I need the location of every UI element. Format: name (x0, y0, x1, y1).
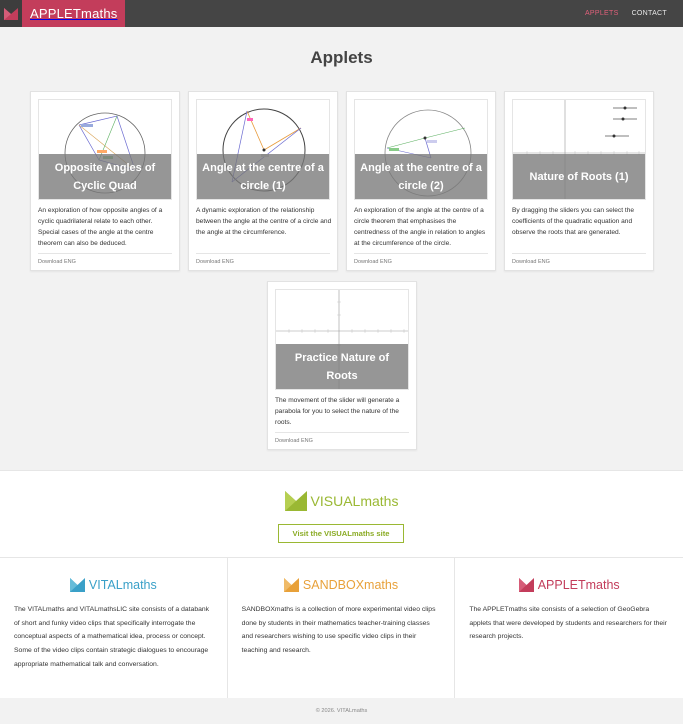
appletmaths-logo-icon (519, 578, 534, 592)
visualmaths-name: VISUALmaths (310, 493, 399, 509)
brand-name: APPLETmaths (22, 0, 125, 27)
visit-visualmaths-button[interactable]: Visit the VISUALmaths site (278, 524, 404, 543)
applet-thumbnail[interactable] (38, 99, 172, 200)
applet-card[interactable] (346, 91, 496, 271)
sandboxmaths-name: SANDBOXmaths (302, 578, 399, 592)
footer-columns (0, 558, 683, 698)
appletmaths-logo (455, 578, 683, 592)
applet-card[interactable] (188, 91, 338, 271)
applet-logo-icon (0, 0, 22, 27)
footer-col-appletmaths (455, 558, 683, 698)
applet-card[interactable] (267, 281, 417, 450)
applet-thumbnail[interactable] (275, 289, 409, 390)
page-title: Applets (310, 48, 373, 67)
sandboxmaths-logo-icon (284, 578, 299, 592)
nav-applets[interactable]: APPLETS (584, 10, 619, 17)
card-description: An exploration of the angle at the centre of a circle theorem that emphasises the centredness of the angle in relation to angles at the circumference of the circle. (354, 207, 486, 247)
applet-thumbnail[interactable] (512, 99, 646, 200)
main-nav (585, 0, 667, 27)
applet-card[interactable] (504, 91, 654, 271)
card-title: Opposite Angles of Cyclic Quad (39, 154, 171, 199)
vitalmaths-text: The VITALmaths and VITALmathsLIC site consists of a databank of short and funky video clips that specifically interrogate the conceptual aspects of a mathematical idea, process or concept. Some of the video clips contain strategic dialogues to encourage appropriate mathematical talk and conversation. (14, 606, 210, 668)
card-divider (354, 253, 488, 254)
card-description: An exploration of how opposite angles of a cyclic quadrilateral relate to each other. Special cases of the angle at the centre theorem can also be deduced. (38, 207, 163, 247)
card-divider (38, 253, 172, 254)
sandboxmaths-logo (228, 578, 455, 592)
appletmaths-name: APPLETmaths (537, 578, 620, 592)
brand-link[interactable] (0, 0, 125, 27)
download-link[interactable]: Download ENG (275, 438, 313, 444)
download-link[interactable]: Download ENG (512, 259, 550, 265)
card-title: Nature of Roots (1) (513, 154, 645, 199)
card-title: Angle at the centre of a circle (2) (355, 154, 487, 199)
applet-card[interactable] (30, 91, 180, 271)
download-link[interactable]: Download ENG (354, 259, 392, 265)
copyright: © 2026. VITALmaths (0, 698, 683, 724)
download-link[interactable]: Download ENG (196, 259, 234, 265)
card-divider (196, 253, 330, 254)
nav-contact[interactable]: CONTACT (631, 10, 667, 17)
vitalmaths-name: VITALmaths (88, 578, 157, 592)
visualmaths-band (0, 470, 683, 558)
card-divider (275, 432, 409, 433)
card-divider (512, 253, 646, 254)
card-description: A dynamic exploration of the relationship between the angle at the centre of a circle and the angle at the circumference. (196, 207, 332, 236)
applet-thumbnail[interactable] (354, 99, 488, 200)
visualmaths-logo (0, 491, 683, 511)
download-link[interactable]: Download ENG (38, 259, 76, 265)
appletmaths-text: The APPLETmaths site consists of a selection of GeoGebra applets that were developed by students and researchers for their research projects. (469, 606, 667, 641)
sandboxmaths-text: SANDBOXmaths is a collection of more experimental video clips done by students in their mathematics teacher-training classes and researchers wishing to use specific video clips in their teaching and research. (241, 606, 436, 655)
card-title: Angle at the centre of a circle (1) (197, 154, 329, 199)
footer-col-sandboxmaths (228, 558, 456, 698)
top-navbar (0, 0, 683, 27)
card-description: By dragging the sliders you can select the coefficients of the quadratic equation and observe the roots that are generated. (512, 207, 635, 236)
vitalmaths-logo (0, 578, 227, 592)
applet-thumbnail[interactable] (196, 99, 330, 200)
footer-col-vitalmaths (0, 558, 228, 698)
visualmaths-logo-icon (285, 491, 307, 511)
vitalmaths-logo-icon (70, 578, 85, 592)
card-title: Practice Nature of Roots (276, 344, 408, 389)
card-description: The movement of the slider will generate a parabola for you to select the nature of the roots. (275, 397, 400, 426)
